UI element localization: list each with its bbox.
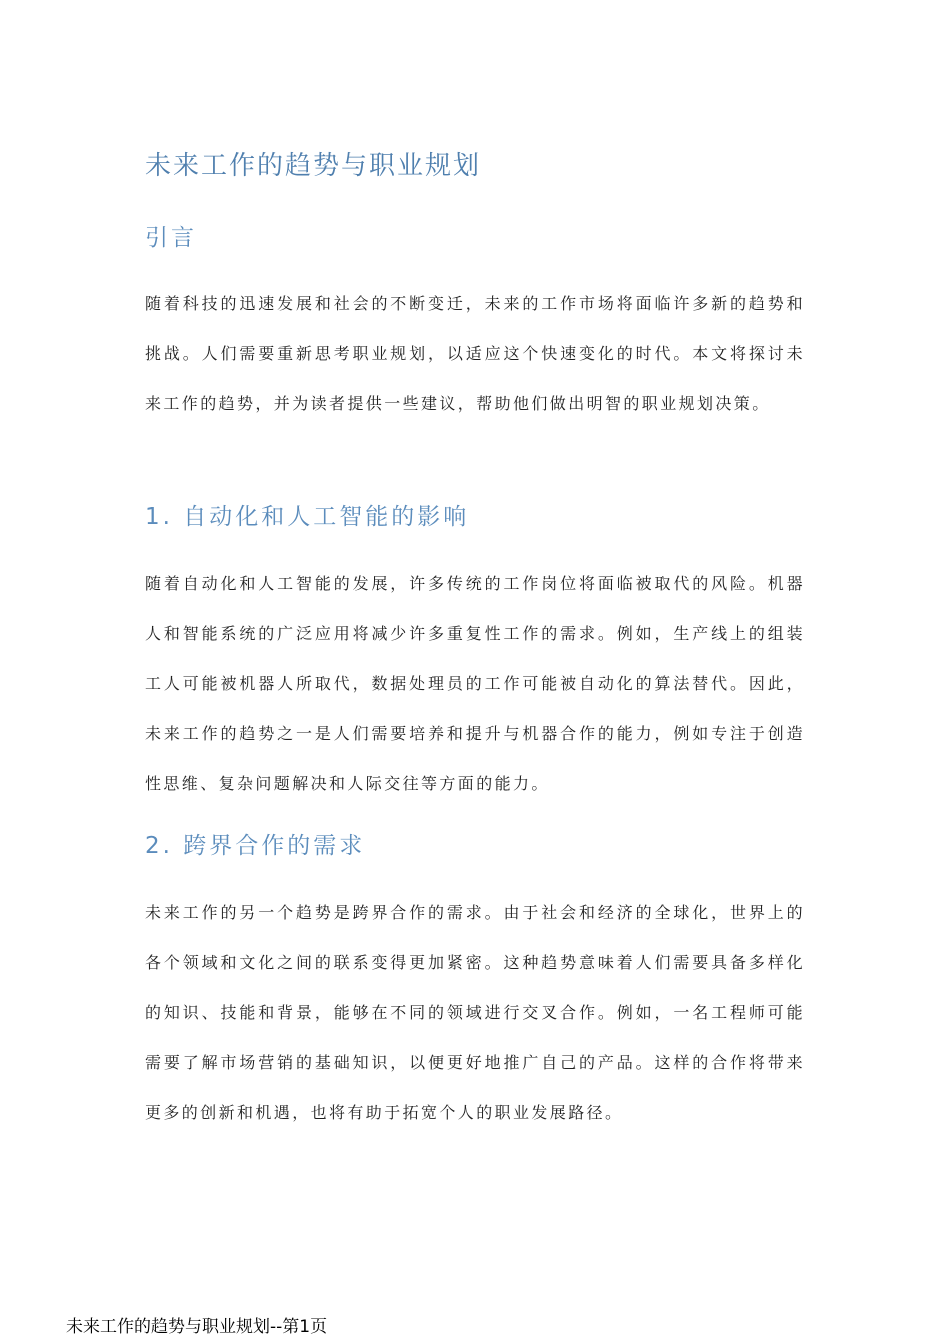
section-paragraph-automation: 随着自动化和人工智能的发展，许多传统的工作岗位将面临被取代的风险。机器人和智能系统的广泛应用将减少许多重复性工作的需求。例如，生产线上的组装工人可能被机器人所取代，数据处理员的工作可能被自动化的算法替代。因此，未来工作的趋势之一是人们需要培养和提升与机器合作的能力，例如专注于创造性思维、复杂问题解决和人际交往等方面的能力。 (145, 574, 805, 793)
section-heading-cross-domain: 2. 跨界合作的需求 (145, 833, 366, 859)
section-paragraph-cross-domain: 未来工作的另一个趋势是跨界合作的需求。由于社会和经济的全球化，世界上的各个领域和文化之间的联系变得更加紧密。这种趋势意味着人们需要具备多样化的知识、技能和背景，能够在不同的领域进行交叉合作。例如，一名工程师可能需要了解市场营销的基础知识，以便更好地推广自己的产品。这样的合作将带来更多的创新和机遇，也将有助于拓宽个人的职业发展路径。 (145, 903, 805, 1122)
page-footer: 未来工作的趋势与职业规划--第1页 (66, 1317, 328, 1337)
section-paragraph-introduction: 随着科技的迅速发展和社会的不断变迁，未来的工作市场将面临许多新的趋势和挑战。人们需要重新思考职业规划，以适应这个快速变化的时代。本文将探讨未来工作的趋势，并为读者提供一些建议，帮助他们做出明智的职业规划决策。 (145, 294, 805, 413)
section-heading-introduction: 引言 (145, 225, 197, 251)
document-title: 未来工作的趋势与职业规划 (145, 151, 482, 181)
section-heading-automation: 1. 自动化和人工智能的影响 (145, 504, 470, 530)
